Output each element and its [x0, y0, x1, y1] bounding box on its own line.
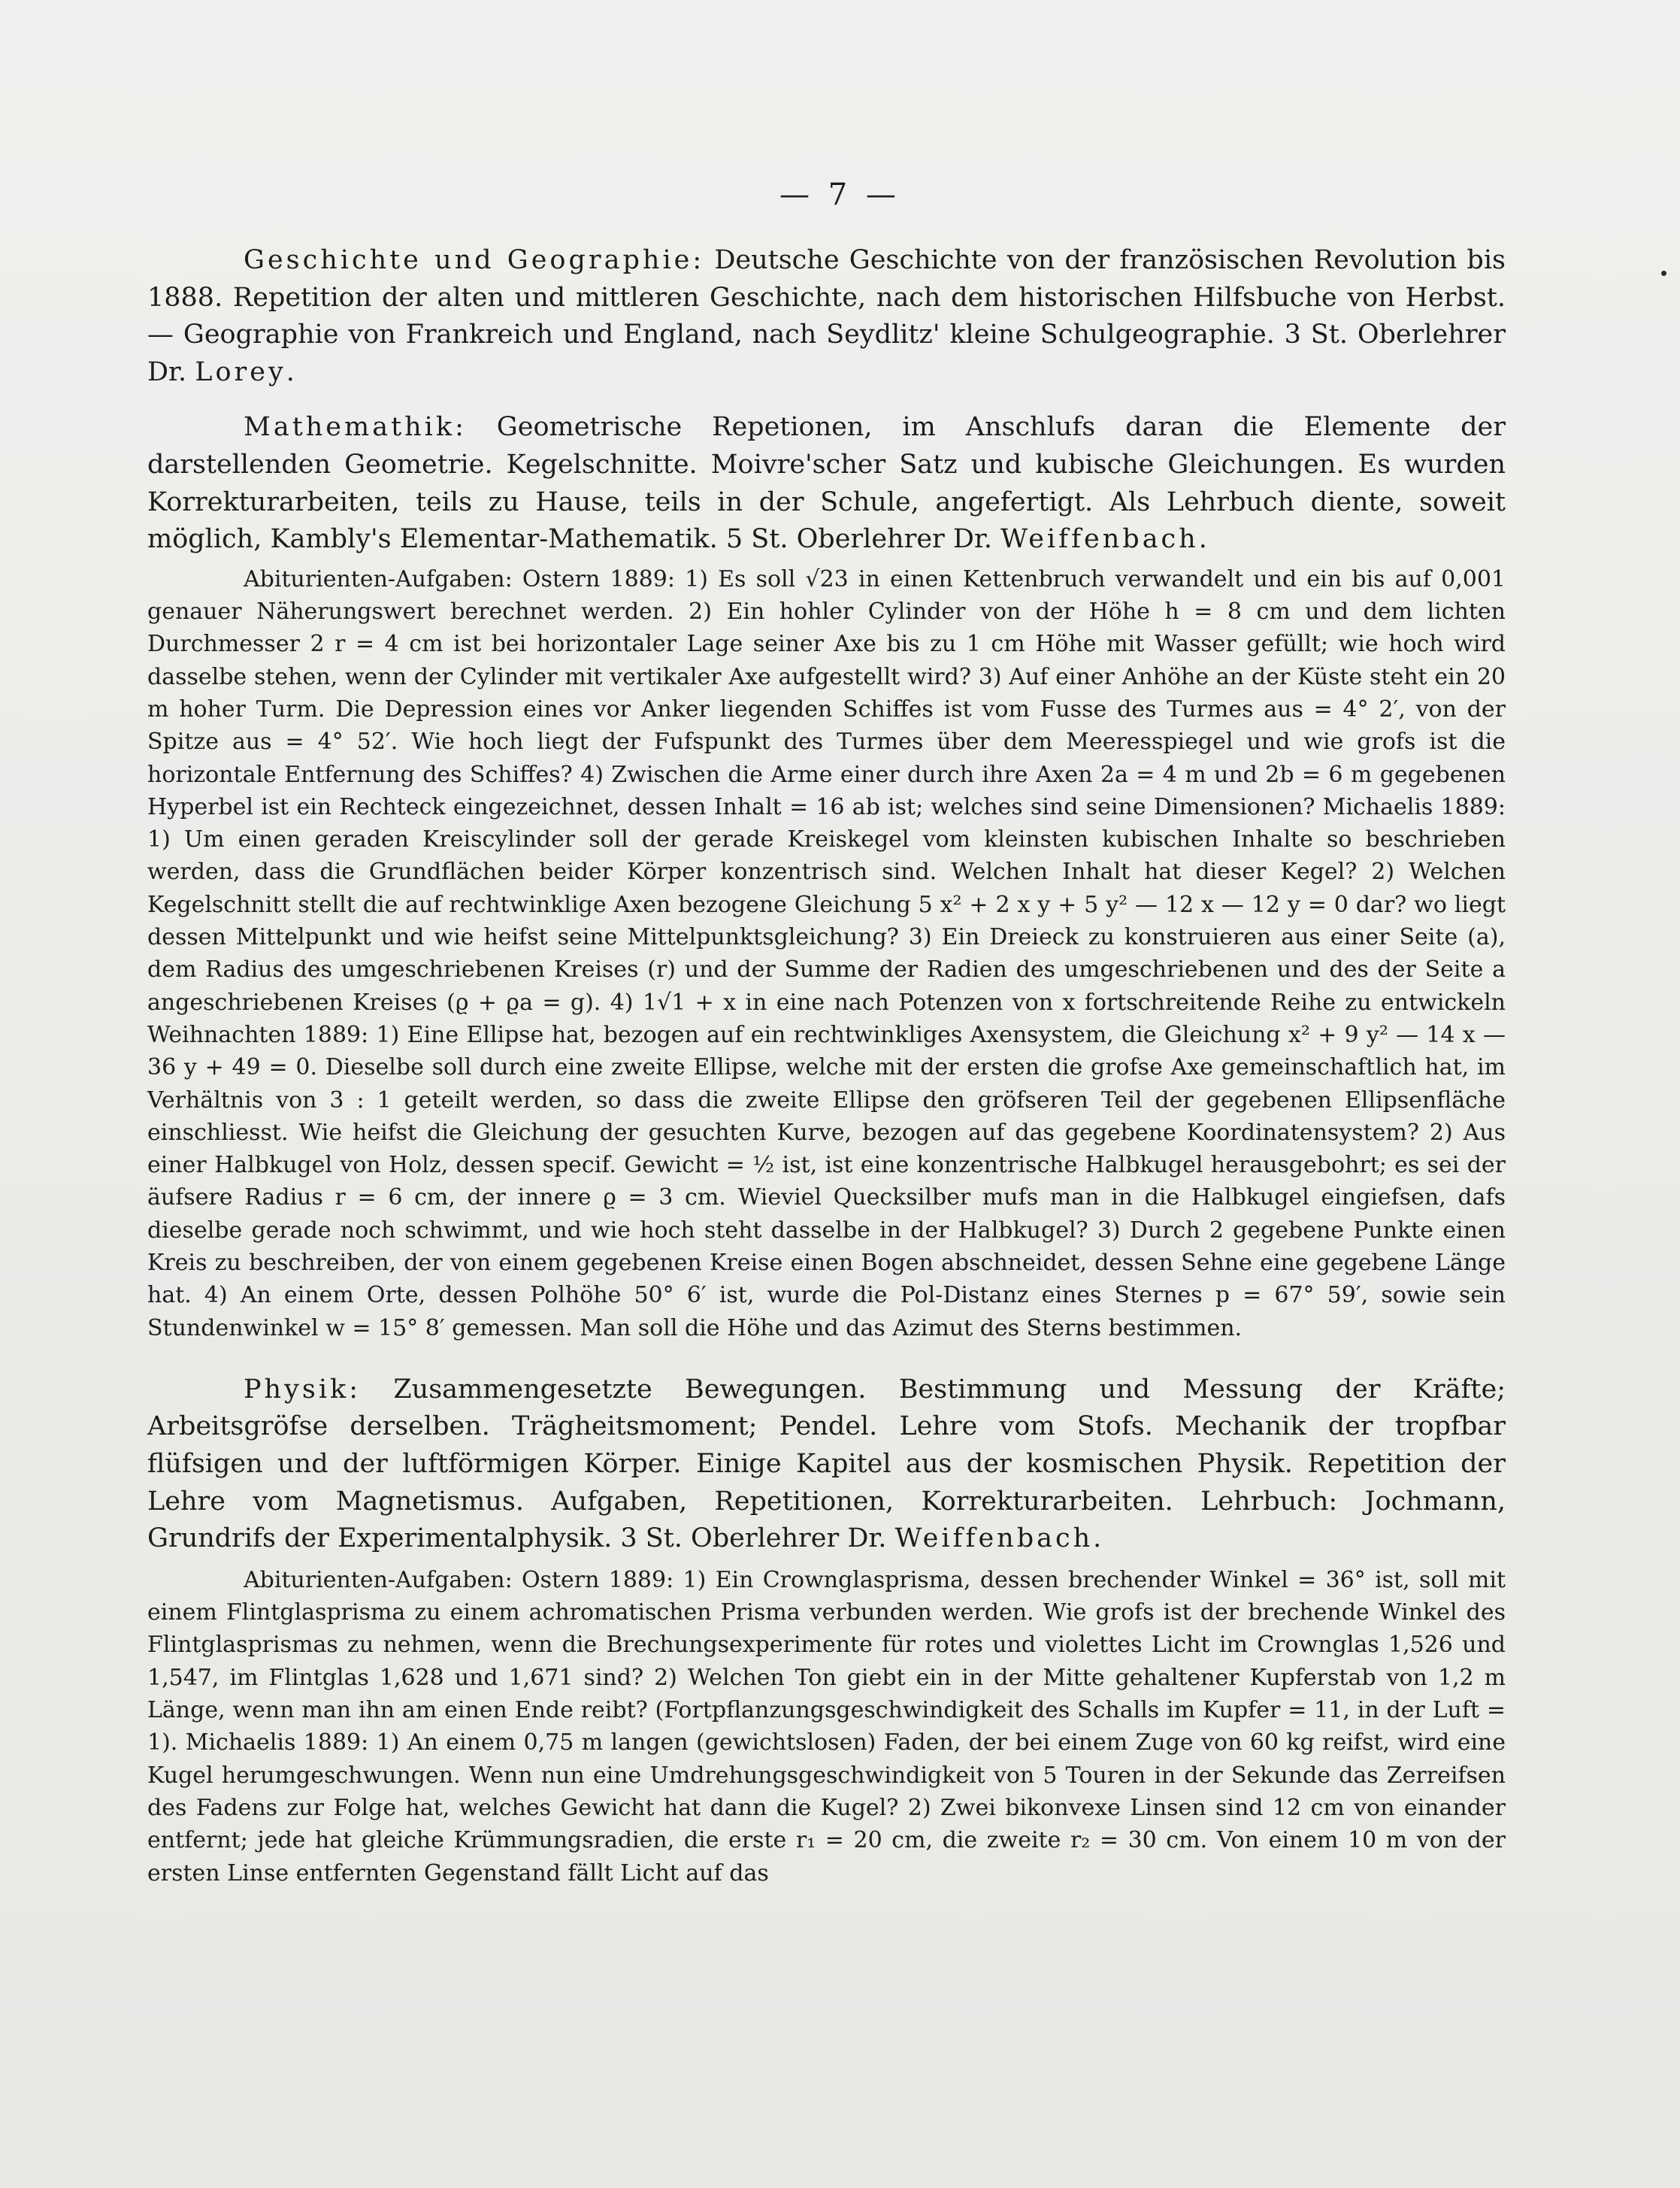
physik-exam-problems: Abiturienten-Aufgaben: Ostern 1889: 1) Ein Crownglasprisma, dessen brechender Winkel = 36° ist, soll mit einem Flintglasprisma zu einem achromatischen Prisma verbunden werden. Wie grofs ist der brechende Winkel des Flintglasprismas zu nehmen, wenn die Brechungsexperimente für rotes und violettes Licht im Crownglas 1,526 und 1,547, im Flintglas 1,628 und 1,671 sind? 2) Welchen Ton giebt ein in der Mitte gehaltener Kupferstab von 1,2 m Länge, wenn man ihn am einen Ende reibt? (Fortpflanzungsgeschwindigkeit des Schalls im Kupfer = 11, in der Luft = 1). Michaelis 1889: 1) An einem 0,75 m langen (gewichtslosen) Faden, der bei einem Zuge von 60 kg reifst, wird eine Kugel herumgeschwungen. Wenn nun eine Umdrehungsgeschwindigkeit von 5 Touren in der Sekunde das Zerreifsen des Fadens zur Folge hat, welches Gewicht hat dann die Kugel? 2) Zwei bikonvexe Linsen sind 12 cm von einander entfernt; jede hat gleiche Krümmungsradien, die erste r₁ = 20 cm, die zweite r₂ = 30 cm. Von einem 10 m von der ersten Linse entfernten Gegenstand fällt Licht auf das: [147, 1566, 1506, 1886]
section-tail-geschichte: .: [286, 356, 295, 387]
teacher-name-weiffenbach: Weiffenbach: [1000, 524, 1199, 555]
section-tail-physik: .: [1093, 1523, 1102, 1554]
page-body: [147, 242, 1506, 1889]
section-heading-physik: Physik:: [244, 1374, 362, 1405]
page-number: — 7 —: [779, 177, 901, 212]
section-heading-geschichte: Geschichte und Geographie:: [244, 245, 705, 275]
section-text-geschichte: Deutsche Geschichte von der französischen Revolution bis 1888. Repetition der alten und mittleren Geschichte, nach dem historischen Hilfsbuche von Herbst. — Geographie von Frankreich und England, nach Seydlitz' kleine Schulgeographie. 3 St. Oberlehrer Dr.: [147, 245, 1506, 387]
teacher-name-weiffenbach-physik: Weiffenbach: [894, 1523, 1094, 1554]
section-tail-mathematik: .: [1198, 524, 1207, 555]
ink-speck: [1661, 271, 1666, 276]
teacher-name-lorey: Lorey: [195, 356, 286, 387]
section-text-physik: Zusammengesetzte Bewegungen. Bestimmung und Messung der Kräfte; Arbeitsgröfse derselben. Trägheitsmoment; Pendel. Lehre vom Stofs. Mechanik der tropfbar flüfsigen und der luftförmigen Körper. Einige Kapitel aus der kosmischen Physik. Repetition der Lehre vom Magnetismus. Aufgaben, Repetitionen, Korrekturarbeiten. Lehrbuch: Jochmann, Grundrifs der Experimentalphysik. 3 St. Oberlehrer Dr.: [147, 1374, 1506, 1554]
section-physik: [147, 1371, 1506, 1558]
mathematik-exam-problems: Abiturienten-Aufgaben: Ostern 1889: 1) Es soll √23 in einen Kettenbruch verwandelt und ein bis auf 0,001 genauer Näherungswert berechnet werden. 2) Ein hohler Cylinder von der Höhe h = 8 cm und dem lichten Durchmesser 2 r = 4 cm ist bei horizontaler Lage seiner Axe bis zu 1 cm Höhe mit Wasser gefüllt; wie hoch wird dasselbe stehen, wenn der Cylinder mit vertikaler Axe aufgestellt wird? 3) Auf einer Anhöhe an der Küste steht ein 20 m hoher Turm. Die Depression eines vor Anker liegenden Schiffes ist vom Fusse des Turmes aus = 4° 2′, von der Spitze aus = 4° 52′. Wie hoch liegt der Fufspunkt des Turmes über dem Meeresspiegel und wie grofs ist die horizontale Entfernung des Schiffes? 4) Zwischen die Arme einer durch ihre Axen 2a = 4 m und 2b = 6 m gegebenen Hyperbel ist ein Rechteck eingezeichnet, dessen Inhalt = 16 ab ist; welches sind seine Dimensionen? Michaelis 1889: 1) Um einen geraden Kreiscylinder soll der gerade Kreiskegel vom kleinsten kubischen Inhalte so beschrieben werden, dass die Grundflächen beider Körper konzentrisch sind. Welchen Inhalt hat dieser Kegel? 2) Welchen Kegelschnitt stellt die auf rechtwinklige Axen bezogene Gleichung 5 x² + 2 x y + 5 y² — 12 x — 12 y = 0 dar? wo liegt dessen Mittelpunkt und wie heifst seine Mittelpunktsgleichung? 3) Ein Dreieck zu konstruieren aus einer Seite (a), dem Radius des umgeschriebenen Kreises (r) und der Summe der Radien des umgeschriebenen und des der Seite a angeschriebenen Kreises (ϱ + ϱa = g). 4) 1√1 + x in eine nach Potenzen von x fortschreitende Reihe zu entwickeln Weihnachten 1889: 1) Eine Ellipse hat, bezogen auf ein rechtwinkliges Axensystem, die Gleichung x² + 9 y² — 14 x — 36 y + 49 = 0. Dieselbe soll durch eine zweite Ellipse, welche mit der ersten die grofse Axe gemeinschaftlich hat, im Verhältnis von 3 : 1 geteilt werden, so dass die zweite Ellipse den gröfseren Teil der gegebenen Ellipsenfläche einschliesst. Wie heifst die Gleichung der gesuchten Kurve, bezogen auf das gegebene Koordinatensystem? 2) Aus einer Halbkugel von Holz, dessen specif. Gewicht = ½ ist, ist eine konzentrische Halbkugel herausgebohrt; es sei der äufsere Radius r = 6 cm, der innere ϱ = 3 cm. Wieviel Quecksilber mufs man in die Halbkugel eingiefsen, dafs dieselbe gerade noch schwimmt, und wie hoch steht dasselbe in der Halbkugel? 3) Durch 2 gegebene Punkte einen Kreis zu beschreiben, der von einem gegebenen Kreise einen Bogen abschneidet, dessen Sehne eine gegebene Länge hat. 4) An einem Orte, dessen Polhöhe 50° 6′ ist, wurde die Pol-Distanz eines Sternes p = 67° 59′, sowie sein Stundenwinkel w = 15° 8′ gemessen. Man soll die Höhe und das Azimut des Sterns bestimmen.: [147, 565, 1506, 1341]
section-text-mathematik: Geometrische Repetionen, im Anschlufs daran die Elemente der darstellenden Geometrie. Kegelschnitte. Moivre'scher Satz und kubische Gleichungen. Es wurden Korrekturarbeiten, teils zu Hause, teils in der Schule, angefertigt. Als Lehrbuch diente, soweit möglich, Kambly's Elementar-Mathematik. 5 St. Oberlehrer Dr.: [147, 412, 1506, 555]
section-heading-mathematik: Mathemathik:: [244, 412, 467, 443]
section-geschichte: [147, 242, 1506, 391]
section-mathematik: [147, 409, 1506, 558]
